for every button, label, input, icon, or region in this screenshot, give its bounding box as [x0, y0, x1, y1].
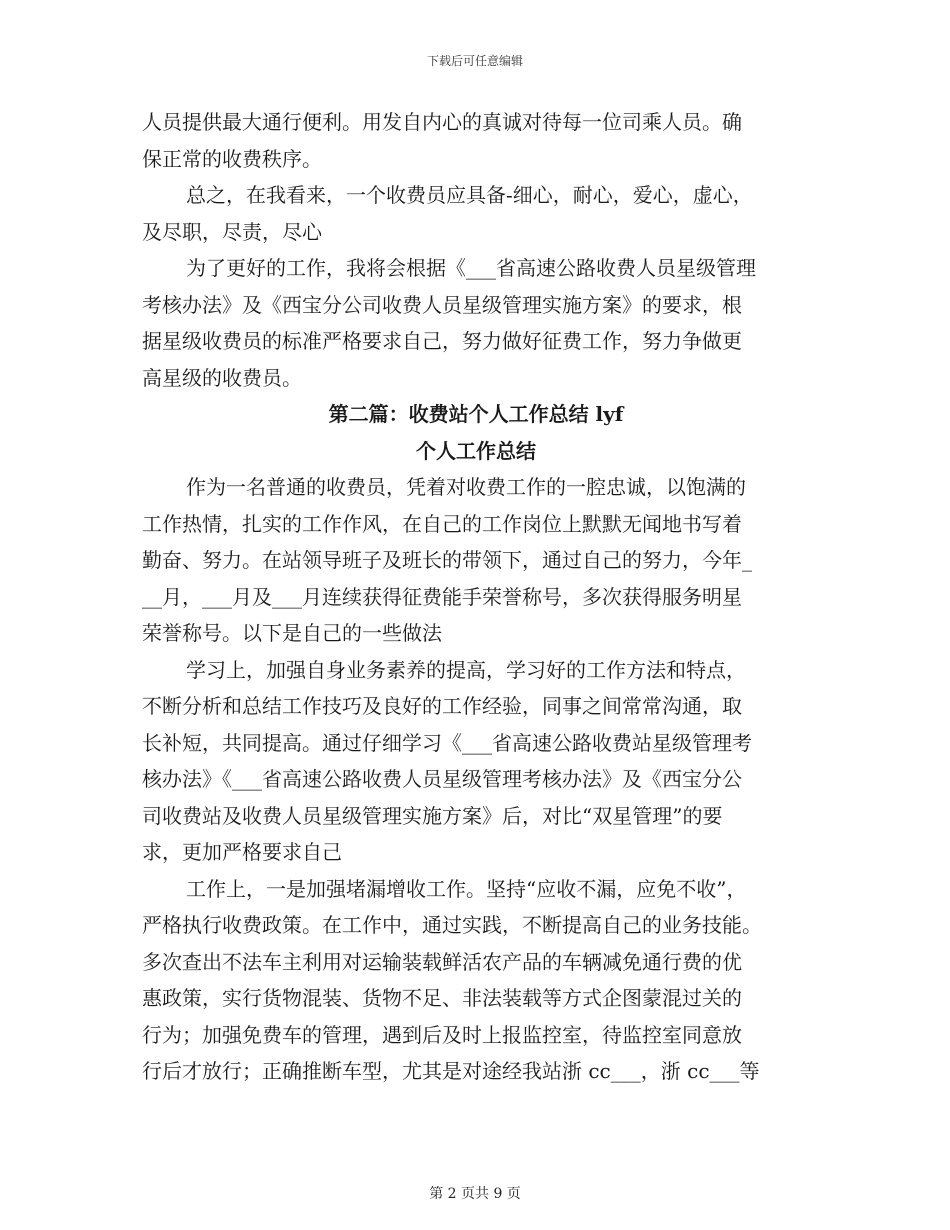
text-line: 核办法》《___省高速公路收费人员星级管理考核办法》及《西宝分公 — [142, 767, 742, 791]
text-line: 人员提供最大通行便利。用发自内心的真诚对待每一位司乘人员。确 — [142, 110, 742, 134]
text-line: 高星级的收费员。 — [142, 365, 302, 390]
text-line: 多次查出不法车主利用对运输装载鲜活农产品的车辆减免通行费的优 — [142, 949, 742, 974]
text-line: 荣誉称号。以下是自己的一些做法 — [142, 621, 442, 645]
text-line: 长补短，共同提高。通过仔细学习《___省高速公路收费站星级管理考 — [142, 730, 752, 755]
section-heading: 第二篇：收费站个人工作总结 lyf — [328, 402, 624, 426]
text-line: 工作热情，扎实的工作作风，在自己的工作岗位上默默无闻地书写着 — [142, 511, 742, 536]
page-footer: 第 2 页共 9 页 — [429, 1186, 521, 1202]
text-line: __月，___月及___月连续获得征费能手荣誉称号，多次获得服务明星 — [142, 584, 742, 609]
text-line: 行后才放行；正确推断车型，尤其是对途经我站浙 cc___，浙 cc___等 — [142, 1059, 760, 1083]
text-line: 司收费站及收费人员星级管理实施方案》后，对比“双星管理”的要 — [142, 803, 723, 828]
text-line: 不断分析和总结工作技巧及良好的工作经验，同事之间常常沟通，取 — [142, 694, 742, 718]
text-line: 保正常的收费秩序。 — [142, 146, 322, 171]
page-header: 下载后可任意编辑 — [426, 54, 523, 68]
paragraph-start: 工作上，一是加强堵漏增收工作。坚持“应收不漏，应免不收”， — [186, 876, 747, 901]
document-title: 个人工作总结 — [416, 438, 536, 463]
document-body — [142, 104, 810, 1090]
text-line: 求，更加严格要求自己 — [142, 840, 342, 864]
text-line: 惠政策，实行货物混装、货物不足、非法装载等方式企图蒙混过关的 — [142, 986, 742, 1010]
text-line: 据星级收费员的标准严格要求自己，努力做好征费工作，努力争做更 — [142, 329, 742, 353]
text-line: 考核办法》及《西宝分公司收费人员星级管理实施方案》的要求，根 — [142, 292, 742, 317]
text-line: 行为；加强免费车的管理，遇到后及时上报监控室，待监控室同意放 — [142, 1022, 742, 1047]
paragraph-start: 总之，在我看来，一个收费员应具备-细心，耐心，爱心，虚心， — [186, 183, 753, 207]
paragraph-start: 为了更好的工作，我将会根据《___省高速公路收费人员星级管理 — [186, 256, 756, 280]
text-line: 勤奋、努力。在站领导班子及班长的带领下，通过自己的努力，今年_ — [142, 548, 752, 572]
paragraph-start: 学习上，加强自身业务素养的提高，学习好的工作方法和特点， — [186, 657, 746, 682]
text-line: 严格执行收费政策。在工作中，通过实践，不断提高自己的业务技能。 — [142, 913, 762, 937]
paragraph-start: 作为一名普通的收费员，凭着对收费工作的一腔忠诚，以饱满的 — [186, 475, 746, 499]
text-line: 及尽职，尽责，尽心 — [142, 219, 322, 244]
